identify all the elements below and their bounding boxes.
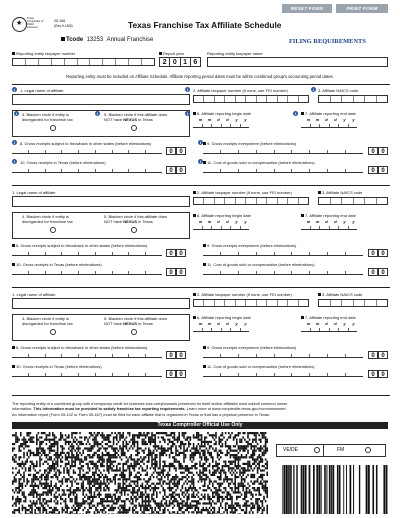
gross-everywhere-cents-2: 0 bbox=[378, 147, 388, 155]
taxpayer-number-field[interactable] bbox=[12, 58, 155, 66]
info-icon[interactable]: i bbox=[13, 87, 16, 92]
begin-date-label: 6. Affiliate reporting begin date bbox=[193, 315, 251, 320]
end-date-label: 7. Affiliate reporting end date bbox=[301, 213, 356, 218]
naics-field[interactable] bbox=[318, 95, 388, 103]
nexus-circle[interactable] bbox=[131, 329, 137, 335]
affiliate-taxpayer-number-label: 2. Affiliate taxpayer number (if none, use FEI number) bbox=[193, 190, 292, 195]
reset-form-button[interactable]: RESET FORM bbox=[282, 4, 332, 13]
report-year-field: 2 0 1 6 bbox=[159, 57, 201, 67]
nexus-label: 5. Blacken circle if this affiliate does bbox=[104, 112, 168, 117]
info-icon[interactable]: i bbox=[312, 87, 315, 92]
info-icon[interactable]: i bbox=[13, 159, 16, 164]
disregarded-circle[interactable] bbox=[50, 125, 56, 131]
throwback-field[interactable] bbox=[12, 351, 162, 358]
print-form-button[interactable]: PRINT FORM bbox=[336, 4, 388, 13]
begin-date-field[interactable] bbox=[193, 223, 249, 230]
begin-date-label: 6. Affiliate reporting begin date bbox=[193, 111, 251, 116]
annual-franchise: Annual Franchise bbox=[106, 37, 154, 43]
footer-line-2c: Learn more at www.comptroller.texas.gov/commonowner/. bbox=[186, 406, 287, 412]
gross-everywhere-cents-2: 0 bbox=[378, 249, 388, 257]
gross-everywhere-field[interactable] bbox=[203, 147, 363, 154]
gross-receipts-everywhere-label: 9. Gross receipts everywhere (before eliminations) bbox=[203, 243, 296, 248]
affiliate-taxpayer-number-field[interactable] bbox=[193, 197, 309, 205]
form-revision: (Rev.9-15/6) bbox=[54, 24, 73, 28]
naics-label: 3. Affiliate NAICS code bbox=[318, 88, 359, 93]
vede-circle[interactable] bbox=[314, 447, 320, 453]
taxpayer-number-label: Reporting entity taxpayer number bbox=[12, 51, 75, 56]
seal-icon: ★ bbox=[12, 17, 27, 32]
begin-date-mask: m m d d y y bbox=[198, 321, 247, 326]
divider bbox=[12, 84, 390, 85]
gross-everywhere-cents-2: 0 bbox=[378, 351, 388, 359]
cost-of-goods-label: 11. Cost of goods sold or compensation (before eliminations) bbox=[203, 262, 315, 267]
gross-texas-field[interactable] bbox=[12, 166, 162, 173]
nexus-label: 5. Blacken circle if this affiliate does bbox=[104, 316, 168, 321]
gross-texas-cents-2: 0 bbox=[176, 370, 186, 378]
gross-receipts-everywhere-label: 9. Gross receipts everywhere (before eliminations) bbox=[203, 141, 296, 146]
throwback-cents-2: 0 bbox=[176, 249, 186, 257]
throwback-cents-1: 0 bbox=[166, 147, 176, 155]
throwback-field[interactable] bbox=[12, 147, 162, 154]
naics-label: 3. Affiliate NAICS code bbox=[318, 292, 362, 297]
filing-requirements-link[interactable]: FILING REQUIREMENTS bbox=[289, 38, 366, 45]
gross-texas-cents-1: 0 bbox=[166, 166, 176, 174]
gross-everywhere-field[interactable] bbox=[203, 351, 363, 358]
cost-of-goods-cents-1: 0 bbox=[368, 370, 378, 378]
info-icon[interactable]: i bbox=[199, 159, 202, 164]
cost-of-goods-field[interactable] bbox=[203, 268, 363, 275]
cost-of-goods-field[interactable] bbox=[203, 166, 363, 173]
gross-texas-field[interactable] bbox=[12, 268, 162, 275]
throwback-cents-2: 0 bbox=[176, 351, 186, 359]
nexus-label-2: NOT have NEXUS in Texas bbox=[104, 321, 153, 326]
end-date-mask: m m d d y y bbox=[306, 321, 355, 326]
gross-everywhere-cents-1: 0 bbox=[368, 147, 378, 155]
gross-texas-cents-2: 0 bbox=[176, 268, 186, 276]
gross-receipts-texas-label: 10. Gross receipts in Texas (before eliminations) bbox=[12, 364, 102, 369]
tcode-line bbox=[61, 37, 153, 43]
official-use-banner: Texas Comptroller Official Use Only bbox=[12, 422, 388, 429]
gross-texas-field[interactable] bbox=[12, 370, 162, 377]
affiliate-taxpayer-number-label: 2. Affiliate taxpayer number (if none, use FEI number) bbox=[193, 292, 292, 297]
footer-line-2b: This information must be provided to satisfy franchise tax reporting requirements. bbox=[33, 406, 186, 412]
end-date-mask: m m d d y y bbox=[306, 117, 355, 122]
barcode-linear bbox=[278, 465, 388, 514]
footer-line-3: An information report (Form 05-102 or Form 05-167) must be filed for each affiliate that is organized in Texas or that has a physical presence in Texas. bbox=[12, 411, 270, 417]
info-icon[interactable]: i bbox=[294, 111, 297, 116]
divider bbox=[12, 185, 390, 186]
throwback-label: 8. Gross receipts subject to throwback in other states (before eliminations) bbox=[12, 243, 147, 248]
tcode-value: 13253 bbox=[86, 37, 104, 43]
begin-date-label: 6. Affiliate reporting begin date bbox=[193, 213, 251, 218]
disregarded-circle[interactable] bbox=[50, 329, 56, 335]
legal-name-field[interactable] bbox=[12, 196, 190, 207]
throwback-cents-1: 0 bbox=[166, 351, 176, 359]
divider bbox=[12, 395, 390, 396]
nexus-circle[interactable] bbox=[131, 125, 137, 131]
begin-date-mask: m m d d y y bbox=[198, 219, 247, 224]
gross-receipts-texas-label: 10. Gross receipts in Texas (before eliminations) bbox=[12, 262, 102, 267]
divider bbox=[12, 287, 390, 288]
legal-name-label: 1. Legal name of affiliate bbox=[12, 190, 56, 195]
legal-name-field[interactable] bbox=[12, 94, 190, 105]
disregarded-label: 4. Blacken circle if entity is bbox=[22, 316, 69, 321]
cost-of-goods-field[interactable] bbox=[203, 370, 363, 377]
throwback-cents-1: 0 bbox=[166, 249, 176, 257]
gross-everywhere-cents-1: 0 bbox=[368, 351, 378, 359]
footer-text bbox=[12, 401, 388, 417]
nexus-label-2: NOT have NEXUS in Texas bbox=[104, 117, 153, 122]
throwback-cents-2: 0 bbox=[176, 147, 186, 155]
naics-field[interactable] bbox=[318, 197, 388, 205]
disregarded-label-2: disregarded for franchise tax bbox=[22, 321, 73, 326]
end-date-mask: m m d d y y bbox=[306, 219, 355, 224]
page-title: Texas Franchise Tax Affiliate Schedule bbox=[128, 20, 282, 30]
affiliate-taxpayer-number-field[interactable] bbox=[193, 95, 309, 103]
fm-label: FM bbox=[337, 447, 345, 453]
throwback-field[interactable] bbox=[12, 249, 162, 256]
nexus-circle[interactable] bbox=[131, 227, 137, 233]
gross-receipts-texas-label: 10. Gross receipts in Texas (before eliminations) bbox=[20, 160, 106, 165]
info-icon[interactable]: i bbox=[96, 111, 99, 116]
info-icon[interactable]: i bbox=[186, 111, 189, 116]
info-icon[interactable]: i bbox=[13, 140, 16, 145]
gross-texas-cents-1: 0 bbox=[166, 370, 176, 378]
end-date-field[interactable] bbox=[301, 121, 357, 128]
throwback-label: 8. Gross receipts subject to throwback in other states (before eliminations) bbox=[12, 345, 147, 350]
end-date-label: 7. Affiliate reporting end date bbox=[301, 111, 356, 116]
gross-everywhere-cents-1: 0 bbox=[368, 249, 378, 257]
cost-of-goods-cents-2: 0 bbox=[378, 268, 388, 276]
report-year-label: Report year bbox=[159, 51, 184, 56]
gross-everywhere-field[interactable] bbox=[203, 249, 363, 256]
cost-of-goods-label: 11. Cost of goods sold or compensation (before eliminations) bbox=[203, 364, 315, 369]
seal-text: Texas Comptroller of Public Accounts bbox=[27, 17, 44, 30]
barcode-2d bbox=[12, 432, 268, 514]
info-icon[interactable]: i bbox=[15, 111, 18, 116]
legal-name-label: 1. Legal name of affiliate bbox=[12, 292, 56, 297]
vede-label: VE/DE bbox=[283, 447, 299, 453]
legal-name-field[interactable] bbox=[12, 298, 190, 309]
footer-line-2a: information. bbox=[12, 406, 33, 412]
info-icon[interactable]: i bbox=[199, 140, 202, 145]
divider bbox=[323, 444, 324, 457]
info-icon[interactable]: i bbox=[186, 87, 189, 92]
gross-texas-cents-1: 0 bbox=[166, 268, 176, 276]
disregarded-label-2: disregarded for franchise tax bbox=[22, 117, 73, 122]
affiliate-taxpayer-number-field[interactable] bbox=[193, 299, 309, 307]
end-date-label: 7. Affiliate reporting end date bbox=[301, 315, 356, 320]
begin-date-field[interactable] bbox=[193, 121, 249, 128]
begin-date-mask: m m d d y y bbox=[198, 117, 247, 122]
throwback-label: 8. Gross receipts subject to throwback in other states (before eliminations) bbox=[20, 141, 152, 146]
cost-of-goods-cents-2: 0 bbox=[378, 166, 388, 174]
gross-texas-cents-2: 0 bbox=[176, 166, 186, 174]
fm-circle[interactable] bbox=[365, 447, 371, 453]
disregarded-label: 4. Blacken circle if entity is bbox=[22, 214, 69, 219]
tcode-label: Tcode bbox=[66, 37, 84, 43]
form-number: 05-166 bbox=[54, 19, 66, 23]
cost-of-goods-label: 11. Cost of goods sold or compensation (before eliminations) bbox=[203, 160, 315, 165]
cost-of-goods-cents-2: 0 bbox=[378, 370, 388, 378]
legal-name-label: 1. Legal name of affiliate bbox=[20, 88, 64, 93]
cost-of-goods-cents-1: 0 bbox=[368, 268, 378, 276]
disregarded-label: 4. Blacken circle if entity is bbox=[22, 112, 69, 117]
footer-line-1: The reporting entity of a combined group with a temporary credit for business loss carryforwards preserved for itself and/or affiliates must submit common owner bbox=[12, 401, 288, 406]
nexus-label-2: NOT have NEXUS in Texas bbox=[104, 219, 153, 224]
naics-label: 3. Affiliate NAICS code bbox=[318, 190, 362, 195]
naics-field[interactable] bbox=[318, 299, 388, 307]
taxpayer-name-label: Reporting entity taxpayer name bbox=[207, 51, 263, 56]
affiliate-taxpayer-number-label: 2. Affiliate taxpayer number (if none, use FEI number) bbox=[193, 88, 288, 93]
begin-date-field[interactable] bbox=[193, 325, 249, 332]
nexus-label: 5. Blacken circle if this affiliate does bbox=[104, 214, 168, 219]
cost-of-goods-cents-1: 0 bbox=[368, 166, 378, 174]
disregarded-label-2: disregarded for franchise tax bbox=[22, 219, 73, 224]
disregarded-circle[interactable] bbox=[50, 227, 56, 233]
end-date-field[interactable] bbox=[301, 223, 357, 230]
end-date-field[interactable] bbox=[301, 325, 357, 332]
notice-text: Reporting entity must be included on Affiliate Schedule. Affiliate reporting period dates must be within combined group's accounting period dates. bbox=[66, 74, 334, 79]
taxpayer-name-field[interactable] bbox=[207, 57, 388, 67]
gross-receipts-everywhere-label: 9. Gross receipts everywhere (before eliminations) bbox=[203, 345, 296, 350]
